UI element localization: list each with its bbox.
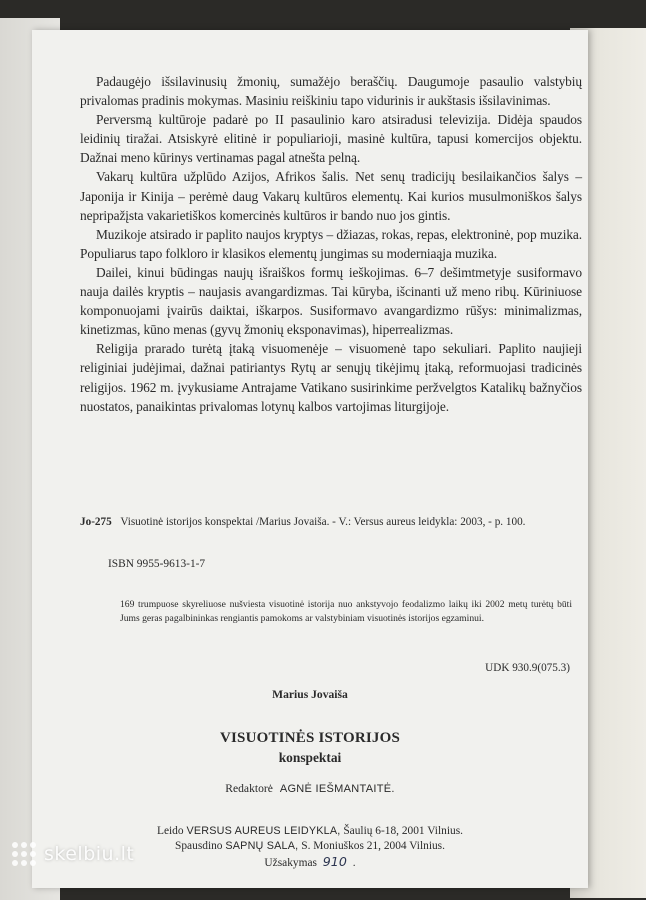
publisher-prefix: Leido [157,825,184,837]
paragraph: Vakarų kultūra užplūdo Azijos, Afrikos šalis. Net senų tradicijų besilaikančios šalys – Japonija ir Kinija – perėmė daug Vakarų kultūros elementų. Kai kurios musulmoniškos šalys nepripažįsta vakarietiškos komercinės kultūros ir bando nuo jos gintis. [80,169,582,223]
publisher-address: Šaulių 6-18, 2001 Vilnius. [343,825,463,837]
paragraph: Muzikoje atsirado ir paplito naujos kryptys – džiazas, rokas, repas, elektroninė, pop muzika. Populiarus tapo folkloro ir klasikos elementų jungimas su moderniaąja muzika. [80,226,582,261]
isbn: ISBN 9955-9613-1-7 [108,558,206,570]
editor-line [32,782,588,795]
body-text [80,72,582,416]
paragraph: Religija prarado turėtą įtaką visuomenėje – visuomenė tapo sekuliari. Paplito naujieji religiniai judėjimai, dažnai patiriantys Rytų ar senųjų tikėjimų įtaką, reformuojasi tradicinės religijos. 1962 m. įvykusiame Antrajame Vatikano susirinkime peržvelgtos Katalikų bažnyčios nuostatos, panaikintas privalomas lotynų kalbos vartojimas liturgijoje. [80,341,582,414]
book-page [32,30,588,888]
annotation: 169 trumpuose skyreliuose nušviesta visuotinė istorija nuo ankstyvojo feodalizmo laikų iki 2002 metų turėtų būti Jums geras pagalbininkas rengiantis pamokoms ar valstybiniam visuotinės istorijos egzaminui. [120,599,572,624]
catalog-entry: Visuotinė istorijos konspektai /Marius Jovaiša. - V.: Versus aureus leidykla: 2003, - p. 100. [120,516,526,528]
paragraph: Perversmą kultūroje padarė po II pasaulinio karo atsiradusi televizija. Didėja spaudos leidinių tiražai. Atsiskyrė elitinė ir populiarioji, masinė kultūra, tapusi komercijos objektu. Dažnai meno kūrinys vertinamas pagal atnešta pelną. [80,112,582,166]
author-name: Marius Jovaiša [272,688,348,701]
order-number-handwritten: 910 [322,854,347,869]
watermark-text: skelbiu.lt [44,843,135,865]
printer-name: SAPNŲ SALA, [225,840,299,852]
book-title: VISUOTINĖS ISTORIJOS [219,730,401,746]
watermark [12,836,134,872]
book-subtitle: konspektai [278,750,342,765]
printer-prefix: Spausdino [175,840,223,852]
watermark-logo-icon [12,842,36,866]
printer-address: S. Moniuškos 21, 2004 Vilnius. [301,840,445,852]
editor-name: AGNĖ IEŠMANTAITĖ. [279,783,395,795]
catalog-record [80,516,580,528]
order-suffix: . [352,857,356,869]
paragraph: Padaugėjo išsilavinusių žmonių, sumažėjo beraščių. Daugumoje pasaulio valstybių privalomas pradinis mokymas. Masiniu reiškiniu tapo vidurinis ir aukštasis išsilavinimas. [80,74,582,109]
catalog-code: Jo-275 [80,516,112,528]
udk-code: UDK 930.9(075.3) [485,662,570,674]
order-label: Užsakymas [264,857,317,869]
paragraph: Dailei, kinui būdingas naujų išraiškos formų ieškojimas. 6–7 dešimtmetyje susiformavo nauja dailės kryptis – naujasis avangardizmas. Tai kūryba, išcinanti už meno ribų. Kūriniuose komponuojami įvairūs daiktai, iškarpos. Susiformavo avangardizmo rūšys: minimalizmas, kinetizmas, kūno menas (gyvų žmonių eksponavimas), hiperrealizmas. [80,264,582,338]
editor-label: Redaktorė [225,782,273,795]
publisher-name: VERSUS AUREUS LEIDYKLA, [186,825,341,837]
